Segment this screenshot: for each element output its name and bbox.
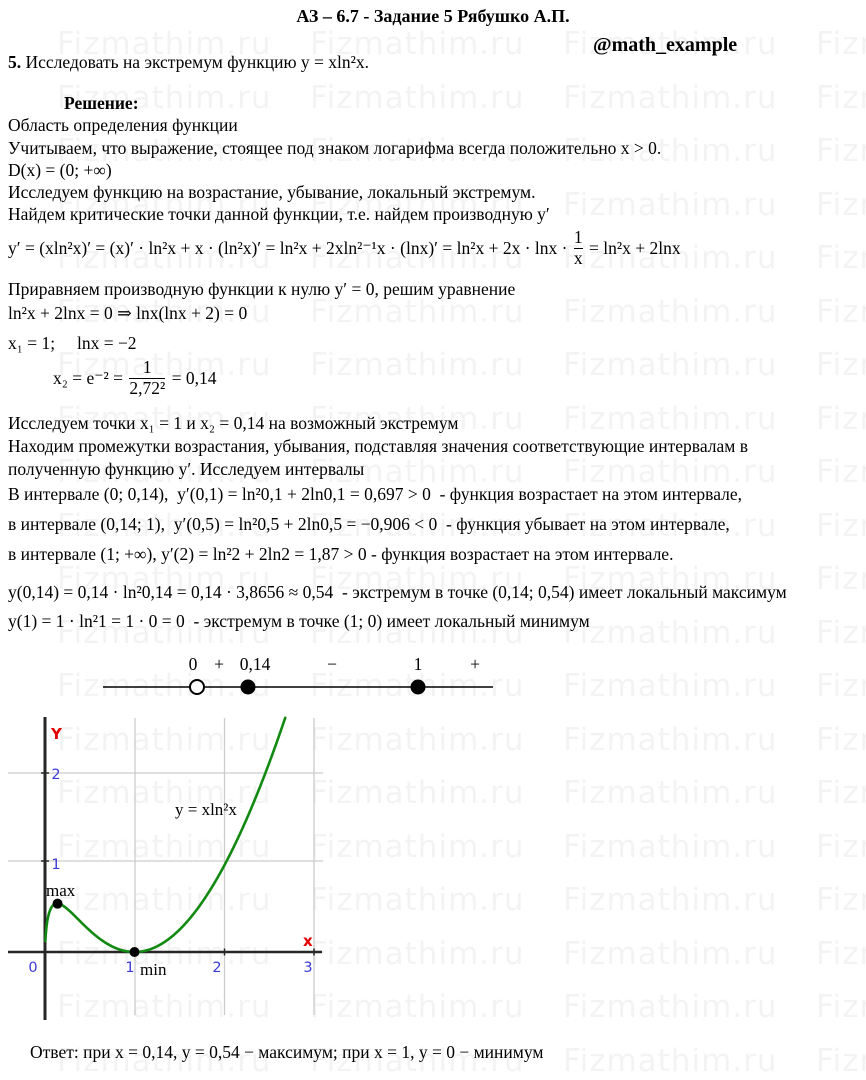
fraction-1-over-272sq: $\frac{1}{\text{2,72²}}$ — [129, 357, 166, 398]
solution-line-critical-points: Найдем критические точки данной функции, т.е. найдем производную y′ — [8, 204, 550, 224]
analysis-interval1: В интервале (0; 0,14), y′(0,1) = ln²0,1 + 2ln0,1 = 0,697 > 0 - функция возрастает на этом интервале, — [8, 484, 743, 504]
analysis-interval3: в интервале (1; +∞), y′(2) = ln²2 + 2ln2 = 1,87 > 0 - функция возрастает на этом интервале. — [8, 544, 674, 564]
analysis-intro2: полученную функцию y′. Исследуем интервалы — [8, 459, 365, 479]
analysis-max-value: y(0,14) = 0,14 · ln²0,14 = 0,14 · 3,8656 ≈ 0,54 - экстремум в точке (0,14; 0,54) имеет локальный максимум — [8, 582, 787, 602]
solution-line-log-condition: Учитываем, что выражение, стоящее под знаком логарифма всегда положительно x > 0. — [8, 138, 662, 158]
sign-label-014: 0,14 — [239, 654, 271, 674]
analysis-intro1: Находим промежутки возрастания, убывания, подставляя значения соответствующие интервалам в — [8, 436, 748, 456]
solution-line-domain-title: Область определения функции — [8, 115, 238, 135]
answer-line: Ответ: при x = 0,14, y = 0,54 − максимум; при x = 1, y = 0 − минимум — [30, 1042, 544, 1062]
max-label: max — [46, 881, 76, 900]
x-axis-label: x — [303, 932, 313, 950]
x-tick-label-2: 2 — [212, 960, 222, 976]
equation-factored: ln²x + 2lnx = 0 ⇒ lnx(lnx + 2) = 0 — [8, 303, 248, 323]
function-curve — [45, 718, 285, 952]
x-tick-label-3: 3 — [303, 960, 313, 976]
min-label: min — [140, 960, 167, 979]
function-graph — [0, 712, 400, 1034]
solution-line-investigate: Исследуем функцию на возрастание, убывание, локальный экстремум. — [8, 182, 536, 202]
problem-number: 5. — [8, 52, 22, 72]
sign-point-zero-open — [190, 680, 204, 694]
x2-pre: x₂ = e⁻² = — [53, 367, 128, 388]
sign-label-0: 0 — [188, 654, 198, 674]
solution-line-domain: D(x) = (0; +∞) — [8, 160, 112, 180]
sign-label-1: 1 — [413, 654, 423, 674]
x-tick-label-1: 1 — [125, 960, 135, 976]
equation-roots: x₁ = 1; lnx = −2 — [8, 333, 137, 353]
analysis-points: Исследуем точки x₁ = 1 и x₂ = 0,14 на возможный экстремум — [8, 413, 459, 433]
analysis-interval2: в интервале (0,14; 1), y′(0,5) = ln²0,5 + 2ln0,5 = −0,906 < 0 - функция убывает на этом интервале, — [8, 514, 730, 534]
sign-point-014-filled — [241, 680, 256, 695]
fraction-1-over-x: $\frac{1}{x}$ — [573, 227, 583, 268]
solution-heading: Решение: — [64, 93, 139, 113]
sign-chart — [95, 645, 505, 700]
x-tick-label-0: 0 — [28, 960, 38, 976]
curve-label: y = xln²x — [175, 800, 237, 819]
y-tick-label-1: 1 — [51, 857, 61, 873]
sign-label-plus1: + — [214, 654, 224, 674]
min-point — [130, 947, 140, 957]
derivative-formula — [8, 228, 681, 268]
sign-label-plus2: + — [470, 654, 480, 674]
sign-point-1-filled — [411, 680, 426, 695]
equation-set-zero: Приравняем производную функции к нулю y′ = 0, решим уравнение — [8, 279, 516, 299]
problem-text: Исследовать на экстремум функцию y = xln²x. — [21, 52, 370, 72]
y-tick-label-2: 2 — [51, 767, 61, 783]
derivative-pre: y′ = (xln²x)′ = (x)′ · ln²x + x · (ln²x)′ = ln²x + 2xln²⁻¹x · (lnx)′ = ln²x + 2x · lnx · — [8, 237, 572, 258]
x2-post: = 0,14 — [167, 367, 217, 388]
y-axis-label: Y — [51, 725, 62, 743]
derivative-post: = ln²x + 2lnx — [584, 237, 681, 258]
x2-formula — [53, 358, 216, 398]
author-handle: @math_example — [593, 34, 738, 56]
max-point — [53, 899, 63, 909]
problem-statement — [8, 52, 369, 73]
page-title: АЗ – 6.7 - Задание 5 Рябушко А.П. — [296, 6, 570, 26]
sign-label-minus: − — [327, 654, 337, 674]
analysis-min-value: y(1) = 1 · ln²1 = 1 · 0 = 0 - экстремум в точке (1; 0) имеет локальный минимум — [8, 611, 590, 631]
